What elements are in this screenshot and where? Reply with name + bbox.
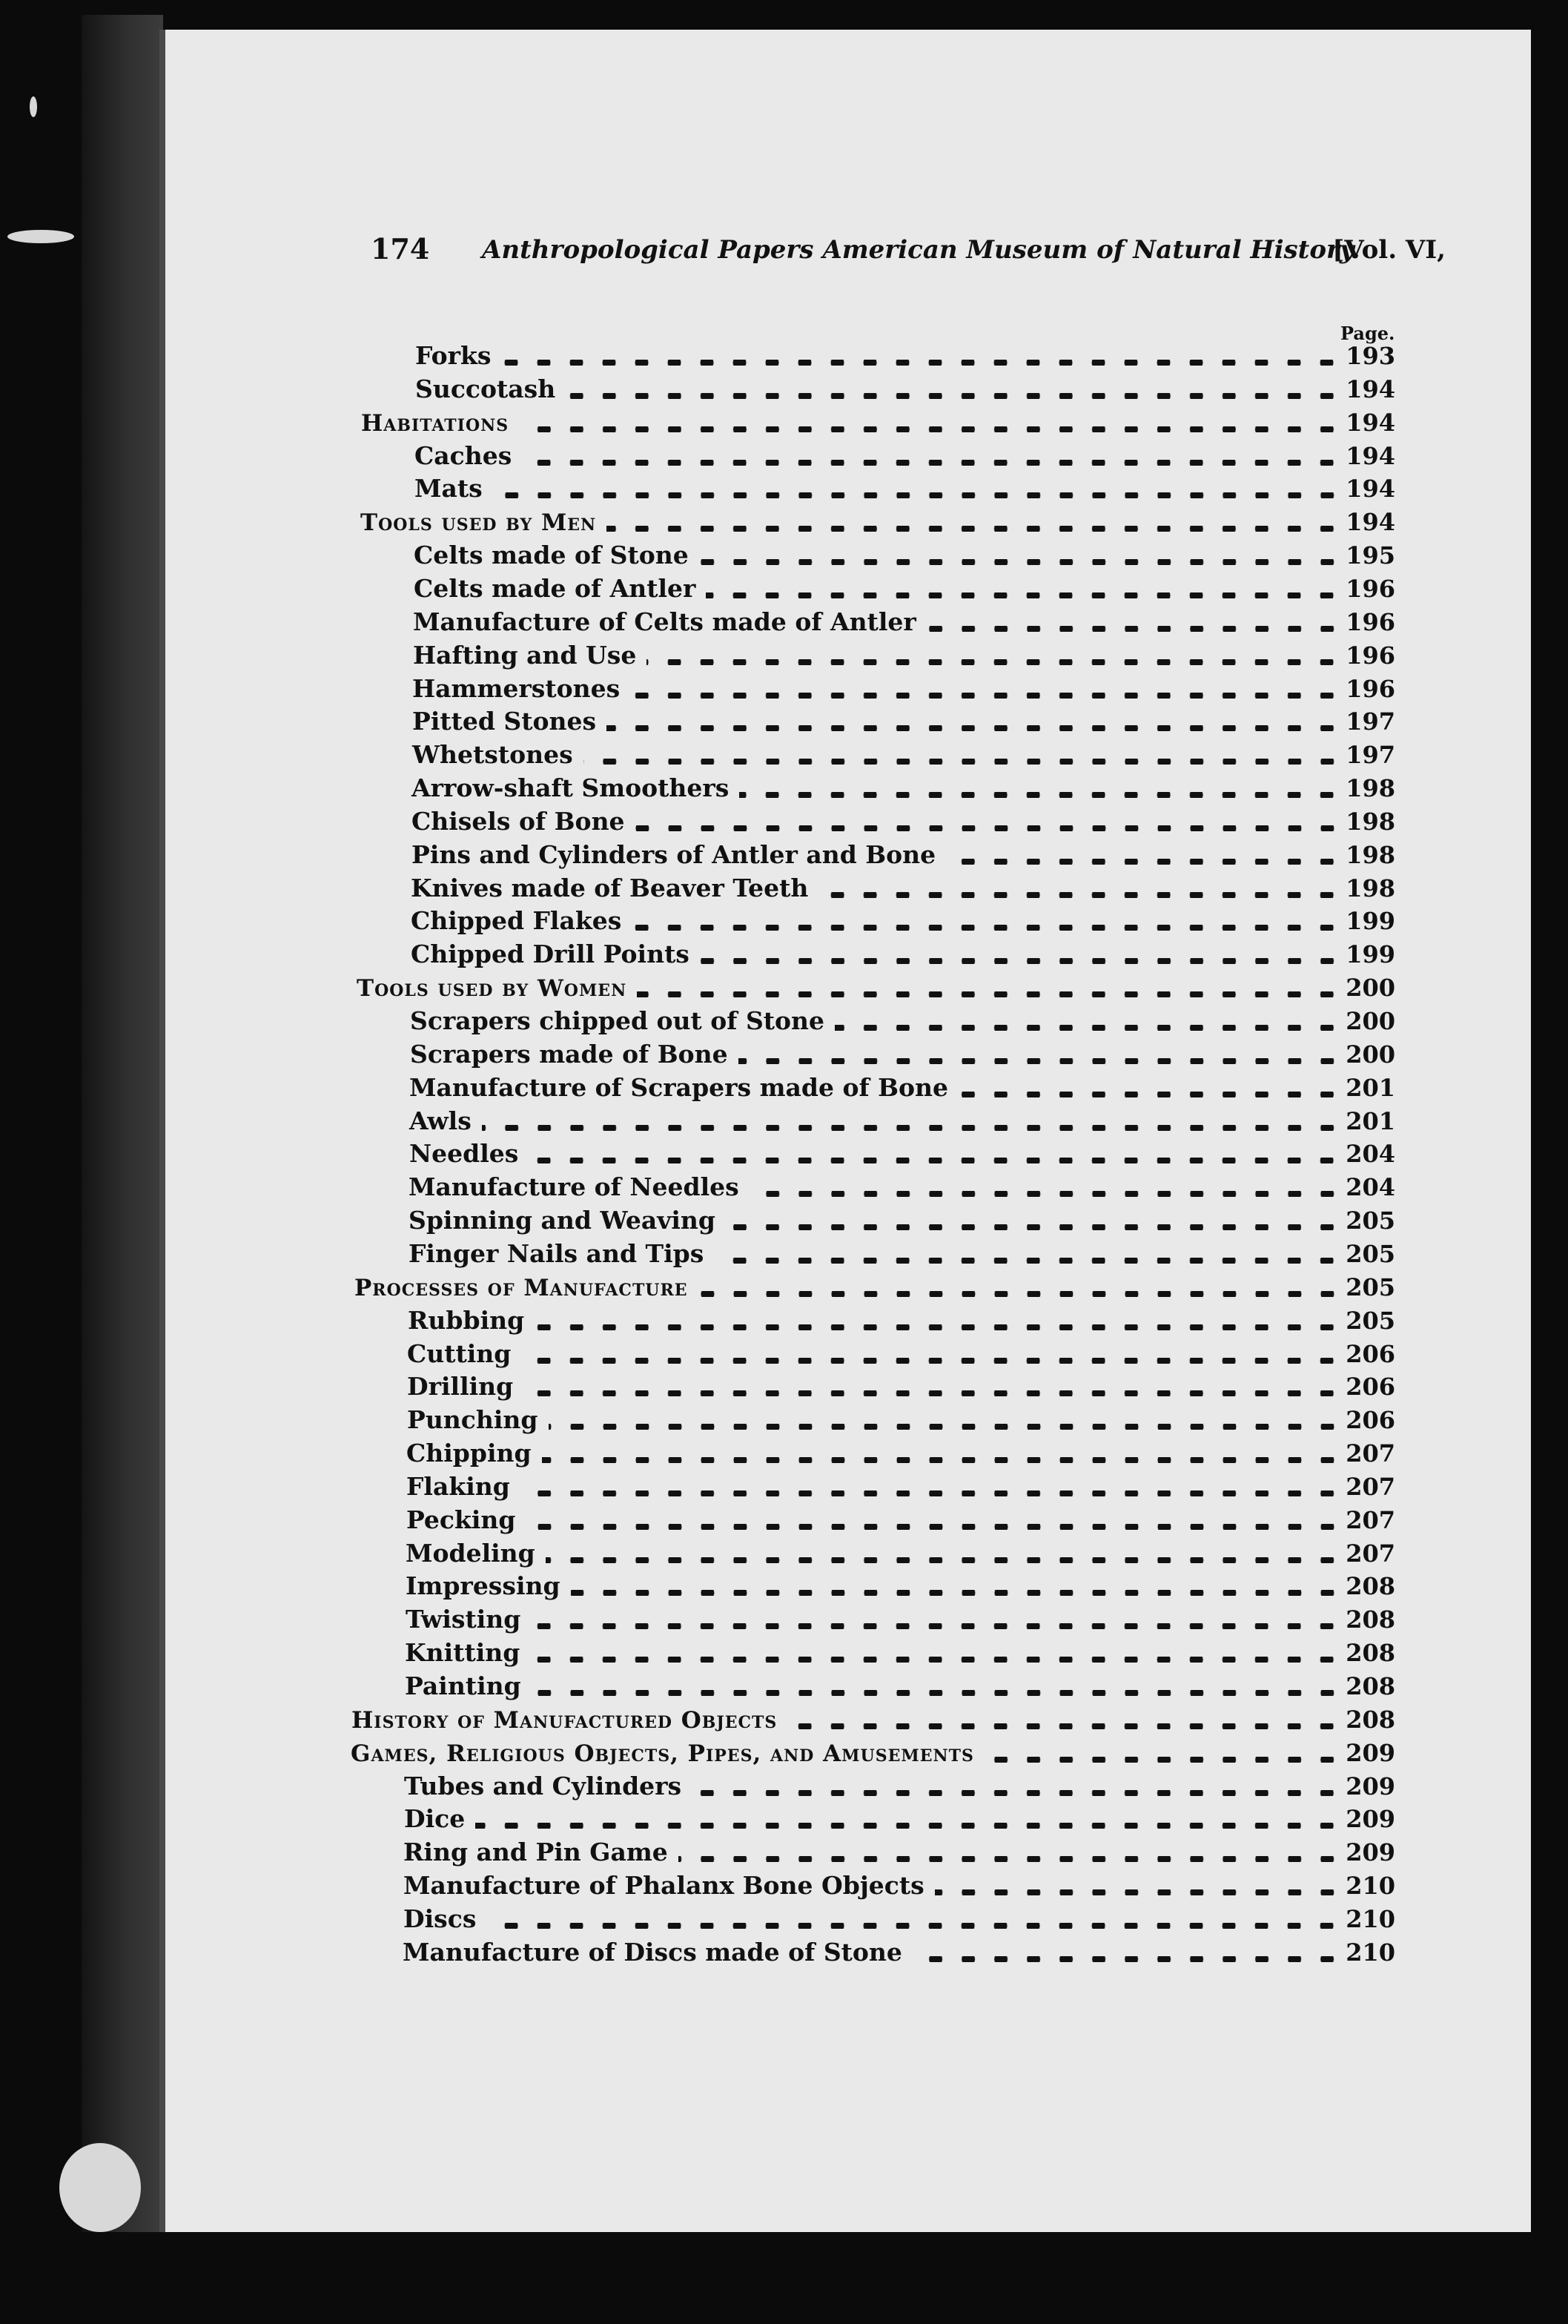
- dot-leader: [678, 1856, 1343, 1862]
- toc-entry-title: Habitations: [361, 410, 509, 437]
- dot-leader: [606, 526, 1343, 532]
- dot-leader: [630, 693, 1343, 699]
- toc-entry-title: Punching: [407, 1405, 538, 1434]
- toc-page-number: 194: [1346, 508, 1395, 536]
- toc-entry-title: Needles: [409, 1139, 519, 1168]
- dot-leader: [927, 626, 1343, 632]
- toc-entry: [406, 1535, 1395, 1568]
- toc-entry-title: Scrapers chipped out of Stone: [410, 1006, 825, 1035]
- dot-leader: [522, 460, 1343, 466]
- dot-leader: [835, 1025, 1343, 1031]
- toc-entry-title: Celts made of Stone: [414, 541, 689, 570]
- toc-entry: [414, 470, 1395, 503]
- toc-entry: [411, 803, 1395, 836]
- running-title: Anthropological Papers American Museum of Natural History.: [482, 235, 1360, 265]
- toc-entry-title: Scrapers made of Bone: [410, 1040, 728, 1069]
- toc-entry: [408, 1169, 1395, 1201]
- toc-entry: [413, 637, 1395, 670]
- toc-section-heading: [354, 1269, 1395, 1301]
- toc-page-number: 198: [1346, 841, 1395, 869]
- toc-entry-title: Chipped Drill Points: [411, 940, 689, 968]
- toc-page-number: 200: [1346, 974, 1395, 1002]
- toc-page-number: 209: [1346, 1772, 1395, 1800]
- toc-page-number: 208: [1346, 1672, 1395, 1700]
- dot-leader: [726, 1224, 1343, 1230]
- toc-entry-title: Processes of Manufacture: [354, 1275, 688, 1301]
- toc-page-number: 194: [1346, 375, 1395, 403]
- dot-leader: [606, 725, 1343, 731]
- dot-leader: [526, 1524, 1344, 1530]
- toc-entry: [412, 703, 1395, 736]
- toc-page-number: 200: [1346, 1007, 1395, 1035]
- toc-entry-title: Chipped Flakes: [411, 906, 622, 935]
- toc-entry: [415, 337, 1395, 370]
- toc-entry-title: Succotash: [415, 374, 556, 403]
- scan-artifact: [7, 230, 74, 243]
- scan-artifact: [59, 2143, 141, 2232]
- toc-entry-title: Impressing: [406, 1571, 560, 1600]
- toc-page-number: 195: [1346, 541, 1395, 570]
- toc-entry-title: Cutting: [407, 1339, 512, 1368]
- toc-entry: [411, 770, 1395, 802]
- dot-leader: [486, 1923, 1343, 1929]
- dot-leader: [692, 1790, 1343, 1796]
- toc-entry: [413, 604, 1395, 636]
- toc-entry-title: Flaking: [406, 1472, 510, 1501]
- toc-page-number: 198: [1346, 808, 1395, 836]
- toc-page-number: 200: [1346, 1040, 1395, 1069]
- toc-entry-title: Tools used by Men: [360, 509, 597, 536]
- toc-entry-title: Chipping: [406, 1439, 532, 1468]
- toc-entry-title: Knitting: [405, 1638, 520, 1667]
- toc-section-heading: [351, 1701, 1395, 1734]
- toc-entry: [414, 570, 1395, 603]
- dot-leader: [546, 1557, 1343, 1563]
- toc-entry: [407, 1402, 1395, 1434]
- toc-page-number: 194: [1346, 442, 1395, 470]
- dot-leader: [698, 1291, 1343, 1297]
- toc-entry: [409, 1103, 1395, 1135]
- toc-entry-title: Hafting and Use: [413, 641, 637, 670]
- toc-entry-title: Painting: [405, 1671, 521, 1700]
- dot-leader: [699, 559, 1343, 565]
- toc-entry-title: Tubes and Cylinders: [404, 1772, 682, 1800]
- toc-page-number: 208: [1346, 1605, 1395, 1634]
- toc-entry: [404, 1768, 1395, 1800]
- toc-entry: [411, 870, 1395, 902]
- toc-entry: [411, 902, 1395, 935]
- toc-entry: [411, 836, 1395, 869]
- dot-leader: [818, 892, 1343, 898]
- toc-entry-title: Manufacture of Celts made of Antler: [413, 607, 916, 636]
- volume-marker: [Vol. VI,: [1332, 235, 1446, 265]
- toc-entry-title: Dice: [404, 1804, 466, 1833]
- toc-entry: [412, 670, 1395, 703]
- toc-entry-title: Discs: [403, 1904, 477, 1933]
- toc-entry-title: Manufacture of Discs made of Stone: [403, 1938, 902, 1967]
- toc-entry: [408, 1235, 1395, 1268]
- toc-entry: [409, 1069, 1395, 1102]
- toc-page-number: 198: [1346, 774, 1395, 802]
- toc-entry: [406, 1568, 1395, 1600]
- toc-entry: [406, 1502, 1395, 1534]
- toc-page-number: 206: [1346, 1406, 1395, 1434]
- toc-entry-title: Modeling: [406, 1539, 535, 1568]
- dot-leader: [646, 659, 1343, 665]
- dot-leader: [750, 1191, 1343, 1197]
- toc-entry-title: Manufacture of Phalanx Bone Objects: [403, 1871, 924, 1900]
- dot-leader: [632, 925, 1343, 931]
- toc-page-number: 208: [1346, 1572, 1395, 1600]
- toc-entry: [408, 1302, 1395, 1335]
- dot-leader: [501, 360, 1343, 366]
- toc-entry-title: Spinning and Weaving: [408, 1206, 715, 1235]
- dot-leader: [535, 1324, 1343, 1330]
- toc-entry-title: Awls: [409, 1106, 472, 1135]
- toc-entry-title: Manufacture of Scrapers made of Bone: [409, 1073, 949, 1102]
- toc-entry: [414, 537, 1395, 570]
- toc-section-heading: [361, 404, 1395, 437]
- toc-page-number: 208: [1346, 1639, 1395, 1667]
- toc-entry: [405, 1668, 1395, 1700]
- toc-page-number: 194: [1346, 409, 1395, 437]
- toc-entry-title: Pins and Cylinders of Antler and Bone: [411, 840, 936, 869]
- toc-entry: [403, 1834, 1395, 1866]
- toc-page-number: 206: [1346, 1340, 1395, 1368]
- dot-leader: [700, 958, 1343, 964]
- dot-leader: [714, 1258, 1343, 1264]
- toc-entry-title: Games, Religious Objects, Pipes, and Amusements: [351, 1740, 974, 1767]
- toc-page-number: 209: [1346, 1838, 1395, 1866]
- toc-entry: [409, 1135, 1395, 1168]
- dot-leader: [571, 1590, 1343, 1596]
- toc-entry-title: Rubbing: [408, 1306, 525, 1335]
- toc-entry: [415, 371, 1395, 403]
- dot-leader: [530, 1657, 1343, 1663]
- dot-leader: [985, 1757, 1343, 1763]
- toc-page-number: 197: [1346, 707, 1395, 736]
- toc-page-number: 207: [1346, 1539, 1395, 1568]
- dot-leader: [521, 1358, 1343, 1364]
- toc-entry: [403, 1934, 1395, 1967]
- toc-page-number: 193: [1346, 342, 1395, 370]
- toc-entry: [403, 1867, 1395, 1900]
- toc-page-number: 210: [1346, 1938, 1395, 1967]
- toc-page-number: 206: [1346, 1373, 1395, 1401]
- toc-entry: [407, 1336, 1395, 1368]
- toc-page-number: 205: [1346, 1240, 1395, 1268]
- toc-page-number: 204: [1346, 1140, 1395, 1168]
- toc-entry: [410, 1036, 1395, 1069]
- toc-entry-title: Chisels of Bone: [411, 807, 625, 836]
- toc-entry: [408, 1202, 1395, 1235]
- dot-leader: [475, 1823, 1343, 1829]
- dot-leader: [566, 393, 1343, 399]
- table-of-contents: [0, 337, 1568, 1998]
- toc-entry-title: Pitted Stones: [412, 707, 597, 736]
- toc-section-heading: [360, 504, 1395, 536]
- dot-leader: [959, 1092, 1343, 1097]
- toc-page-number: 198: [1346, 874, 1395, 902]
- toc-entry: [407, 1368, 1395, 1401]
- dot-leader: [635, 825, 1343, 831]
- toc-entry-title: Mats: [414, 474, 483, 503]
- dot-leader: [493, 492, 1343, 498]
- toc-page-number: 205: [1346, 1206, 1395, 1235]
- toc-entry-title: Knives made of Beaver Teeth: [411, 874, 809, 902]
- dot-leader: [529, 1158, 1343, 1163]
- page-number: 174: [371, 232, 430, 265]
- toc-page-number: 204: [1346, 1173, 1395, 1201]
- dot-leader: [519, 426, 1343, 432]
- dot-leader: [738, 1058, 1343, 1064]
- toc-entry-title: Whetstones: [412, 740, 573, 769]
- toc-entry: [403, 1901, 1395, 1933]
- dot-leader: [482, 1125, 1343, 1131]
- toc-page-number: 207: [1346, 1506, 1395, 1534]
- toc-page-number: 210: [1346, 1905, 1395, 1933]
- toc-page-number: 209: [1346, 1805, 1395, 1833]
- toc-entry-title: Hammerstones: [412, 674, 621, 703]
- toc-entry-title: Finger Nails and Tips: [408, 1239, 704, 1268]
- toc-entry-title: Drilling: [407, 1372, 514, 1401]
- toc-entry: [411, 936, 1395, 968]
- toc-page-number: 201: [1346, 1107, 1395, 1135]
- dot-leader: [706, 592, 1343, 598]
- toc-page-number: 208: [1346, 1706, 1395, 1734]
- toc-entry-title: Twisting: [406, 1605, 521, 1634]
- toc-page-number: 205: [1346, 1307, 1395, 1335]
- dot-leader: [520, 1491, 1343, 1496]
- dot-leader: [739, 792, 1343, 798]
- toc-entry-title: Arrow-shaft Smoothers: [411, 773, 730, 802]
- toc-page-number: 196: [1346, 675, 1395, 703]
- dot-leader: [531, 1623, 1343, 1629]
- running-header: [371, 232, 1446, 277]
- dot-leader: [549, 1424, 1344, 1430]
- toc-page-number: 205: [1346, 1273, 1395, 1301]
- dot-leader: [637, 991, 1343, 997]
- toc-entry-title: History of Manufactured Objects: [351, 1707, 778, 1734]
- toc-page-number: 209: [1346, 1739, 1395, 1767]
- toc-entry-title: Ring and Pin Game: [403, 1838, 668, 1866]
- toc-entry: [404, 1800, 1395, 1833]
- toc-entry: [405, 1634, 1395, 1667]
- toc-page-number: 194: [1346, 475, 1395, 503]
- dot-leader: [523, 1390, 1343, 1396]
- toc-page-number: 201: [1346, 1074, 1395, 1102]
- toc-section-heading: [351, 1734, 1395, 1767]
- dot-leader: [583, 759, 1343, 765]
- toc-page-number: 199: [1346, 940, 1395, 968]
- toc-entry-title: Tools used by Women: [357, 975, 627, 1002]
- dot-leader: [542, 1457, 1343, 1463]
- toc-entry-title: Celts made of Antler: [414, 574, 696, 603]
- toc-entry-title: Pecking: [406, 1505, 516, 1534]
- dot-leader: [787, 1723, 1343, 1729]
- toc-page-number: 197: [1346, 741, 1395, 769]
- toc-page-number: 210: [1346, 1872, 1395, 1900]
- toc-entry: [406, 1601, 1395, 1634]
- toc-entry: [406, 1468, 1395, 1501]
- toc-entry: [412, 736, 1395, 769]
- toc-entry-title: Forks: [415, 341, 492, 370]
- toc-page-number: 207: [1346, 1473, 1395, 1501]
- toc-entry-title: Caches: [414, 441, 512, 470]
- toc-page-number: 199: [1346, 907, 1395, 935]
- page-column-label: Page.: [1340, 323, 1395, 344]
- toc-page-number: 196: [1346, 608, 1395, 636]
- toc-section-heading: [357, 969, 1395, 1002]
- dot-leader: [913, 1956, 1343, 1962]
- scan-artifact: [30, 96, 37, 117]
- dot-leader: [935, 1889, 1343, 1895]
- toc-page-number: 196: [1346, 641, 1395, 670]
- dot-leader: [946, 859, 1343, 865]
- toc-page-number: 207: [1346, 1439, 1395, 1468]
- toc-entry: [410, 1003, 1395, 1035]
- toc-page-number: 196: [1346, 575, 1395, 603]
- toc-entry: [406, 1435, 1395, 1468]
- dot-leader: [532, 1690, 1343, 1696]
- toc-entry-title: Manufacture of Needles: [408, 1172, 739, 1201]
- toc-entry: [414, 438, 1395, 470]
